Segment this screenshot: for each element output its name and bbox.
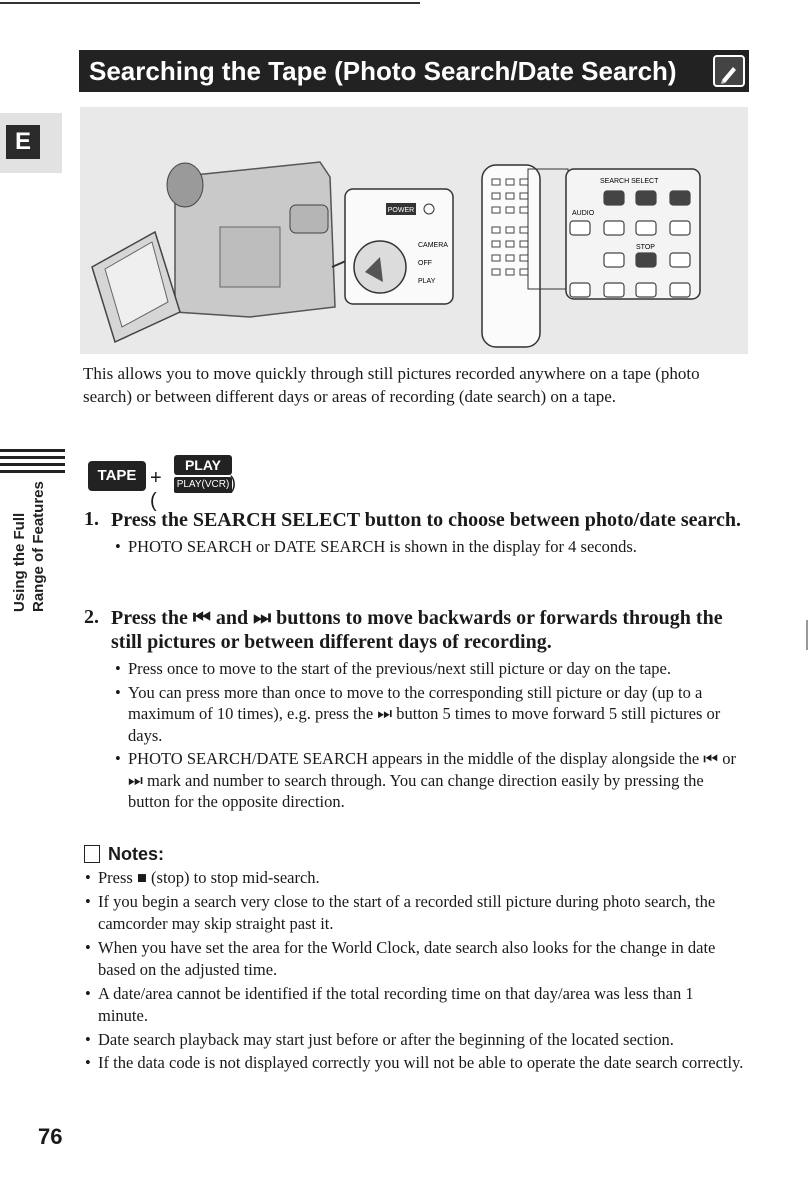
power-dial-callout [345, 189, 453, 304]
stop-label: STOP [636, 244, 655, 251]
step-2-bullet: • Press once to move to the start of the previous/next still picture or day on the tape. [128, 658, 744, 680]
plus-sign: +( [150, 467, 162, 512]
step-2-bullets [128, 658, 744, 813]
search-select-label: SEARCH SELECT [600, 178, 659, 185]
step-1-bullets [128, 536, 744, 558]
step-1-bullet: • PHOTO SEARCH or DATE SEARCH is shown in the display for 4 seconds. [128, 536, 744, 558]
camcorder-icon [92, 162, 335, 342]
note-item: • If you begin a search very close to the start of a recorded still picture during photo search, the camcorder may skip straight past it. [98, 891, 746, 936]
illustration-panel [80, 107, 748, 354]
section-tab-letter: E [6, 125, 40, 159]
remote-control-icon [482, 165, 568, 347]
step-1-number: 1. [84, 508, 99, 530]
remote-buttons-callout [566, 169, 700, 299]
notes-heading [84, 844, 164, 865]
note-icon [84, 845, 100, 863]
off-label: OFF [418, 260, 432, 267]
notes-list [98, 867, 746, 1076]
audio-label: AUDIO [572, 210, 595, 217]
camera-label: CAMERA [418, 242, 448, 249]
side-label-line-1: Using the Full [11, 512, 28, 612]
camcorder-remote-illustration [80, 107, 748, 354]
step-2-heading: Press the ⏮ and ⏭ buttons to move backwards or forwards through the still pictures or between different days of recording. [111, 607, 723, 653]
pen-icon [713, 55, 745, 87]
top-rule [0, 2, 420, 4]
close-paren: ) [230, 473, 236, 493]
step-2-bullet: • PHOTO SEARCH/DATE SEARCH appears in the middle of the display alongside the ⏮ or ⏭ mark and number to search through. You can change direction easily by pressing the button for the opposite direction. [128, 748, 744, 813]
side-section-label [10, 452, 48, 612]
tape-mode-badge: TAPE [88, 461, 146, 491]
notes-title-text: Notes: [108, 844, 165, 864]
side-label-line-2: Range of Features [30, 481, 47, 612]
note-item: • Date search playback may start just before or after the beginning of the located section. [98, 1029, 746, 1052]
step-1 [84, 508, 744, 560]
note-item: • When you have set the area for the World Clock, date search also looks for the change in date based on the adjusted time. [98, 937, 746, 982]
page-title-text: Searching the Tape (Photo Search/Date Search) [89, 56, 677, 86]
play-vcr-badge: PLAY(VCR) [174, 477, 232, 493]
intro-paragraph: This allows you to move quickly through still pictures recorded anywhere on a tape (photo search) or between different days or areas of recording (date search) on a tape. [83, 364, 700, 406]
play-mode-badge: PLAY [174, 455, 232, 475]
page-number: 76 [38, 1124, 63, 1149]
note-item: • A date/area cannot be identified if the total recording time on that day/area was less than 1 minute. [98, 983, 746, 1028]
section-tab [0, 113, 62, 173]
step-2-number: 2. [84, 606, 99, 628]
page-title [79, 50, 749, 92]
note-item: • If the data code is not displayed correctly you will not be able to operate the date search correctly. [98, 1052, 746, 1075]
play-label: PLAY [418, 278, 436, 285]
step-2 [84, 606, 744, 815]
step-1-heading: Press the SEARCH SELECT button to choose between photo/date search. [111, 509, 742, 531]
step-2-bullet: • You can press more than once to move to the corresponding still picture or day (up to a maximum of 10 times), e.g. press the ⏭ button 5 times to move forward 5 still pictures or days. [128, 682, 744, 747]
power-label: POWER [387, 207, 415, 214]
note-item: • Press ■ (stop) to stop mid-search. [98, 867, 746, 890]
